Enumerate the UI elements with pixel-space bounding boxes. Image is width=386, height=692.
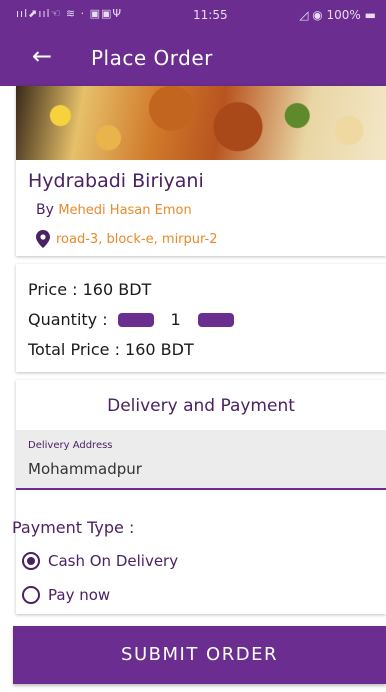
submit-order-button[interactable]: SUBMIT ORDER: [13, 626, 386, 684]
battery-status: ◿ ◉ 100% ▬: [299, 8, 376, 22]
food-image: [16, 86, 386, 160]
seller-name: Mehedi Hasan Emon: [58, 203, 192, 218]
arrow-left-icon[interactable]: ←: [32, 42, 53, 70]
by-label: By: [36, 202, 54, 218]
quantity-label: Quantity :: [28, 310, 108, 329]
payment-option-pay-now[interactable]: [22, 586, 110, 604]
decrease-quantity-button[interactable]: [118, 313, 154, 327]
payment-type-label: Payment Type :: [12, 518, 135, 537]
location-row: [36, 230, 218, 248]
increase-quantity-button[interactable]: [198, 313, 234, 327]
quantity-value: 1: [170, 310, 181, 329]
payment-option-cash[interactable]: [22, 552, 178, 570]
radio-checked-icon[interactable]: [22, 552, 40, 570]
delivery-address-input[interactable]: Mohammadpur: [28, 460, 142, 478]
status-time: 11:55: [193, 8, 228, 22]
delivery-address-field[interactable]: [16, 430, 386, 490]
food-card: [16, 86, 386, 256]
location-text: road-3, block-e, mirpur-2: [56, 231, 218, 247]
radio-unchecked-icon[interactable]: [22, 586, 40, 604]
status-bar: [0, 0, 386, 30]
payment-option-label: Cash On Delivery: [48, 552, 179, 570]
delivery-header: Delivery and Payment: [107, 396, 295, 416]
price-text: Price : 160 BDT: [28, 280, 152, 299]
signal-icons: ııl⬈ııl☜ ≋ · ▣▣Ψ: [16, 7, 123, 20]
quantity-row: [28, 310, 234, 329]
location-pin-icon: [36, 230, 50, 248]
delivery-address-label: Delivery Address: [28, 440, 113, 451]
seller-row: [36, 202, 192, 218]
delivery-card: [12, 380, 386, 614]
total-price-text: Total Price : 160 BDT: [28, 340, 194, 359]
payment-option-label: Pay now: [48, 586, 111, 604]
food-name: Hydrabadi Biriyani: [28, 170, 204, 192]
price-card: [16, 264, 386, 372]
app-bar: [0, 30, 386, 86]
page-title: Place Order: [91, 46, 213, 70]
